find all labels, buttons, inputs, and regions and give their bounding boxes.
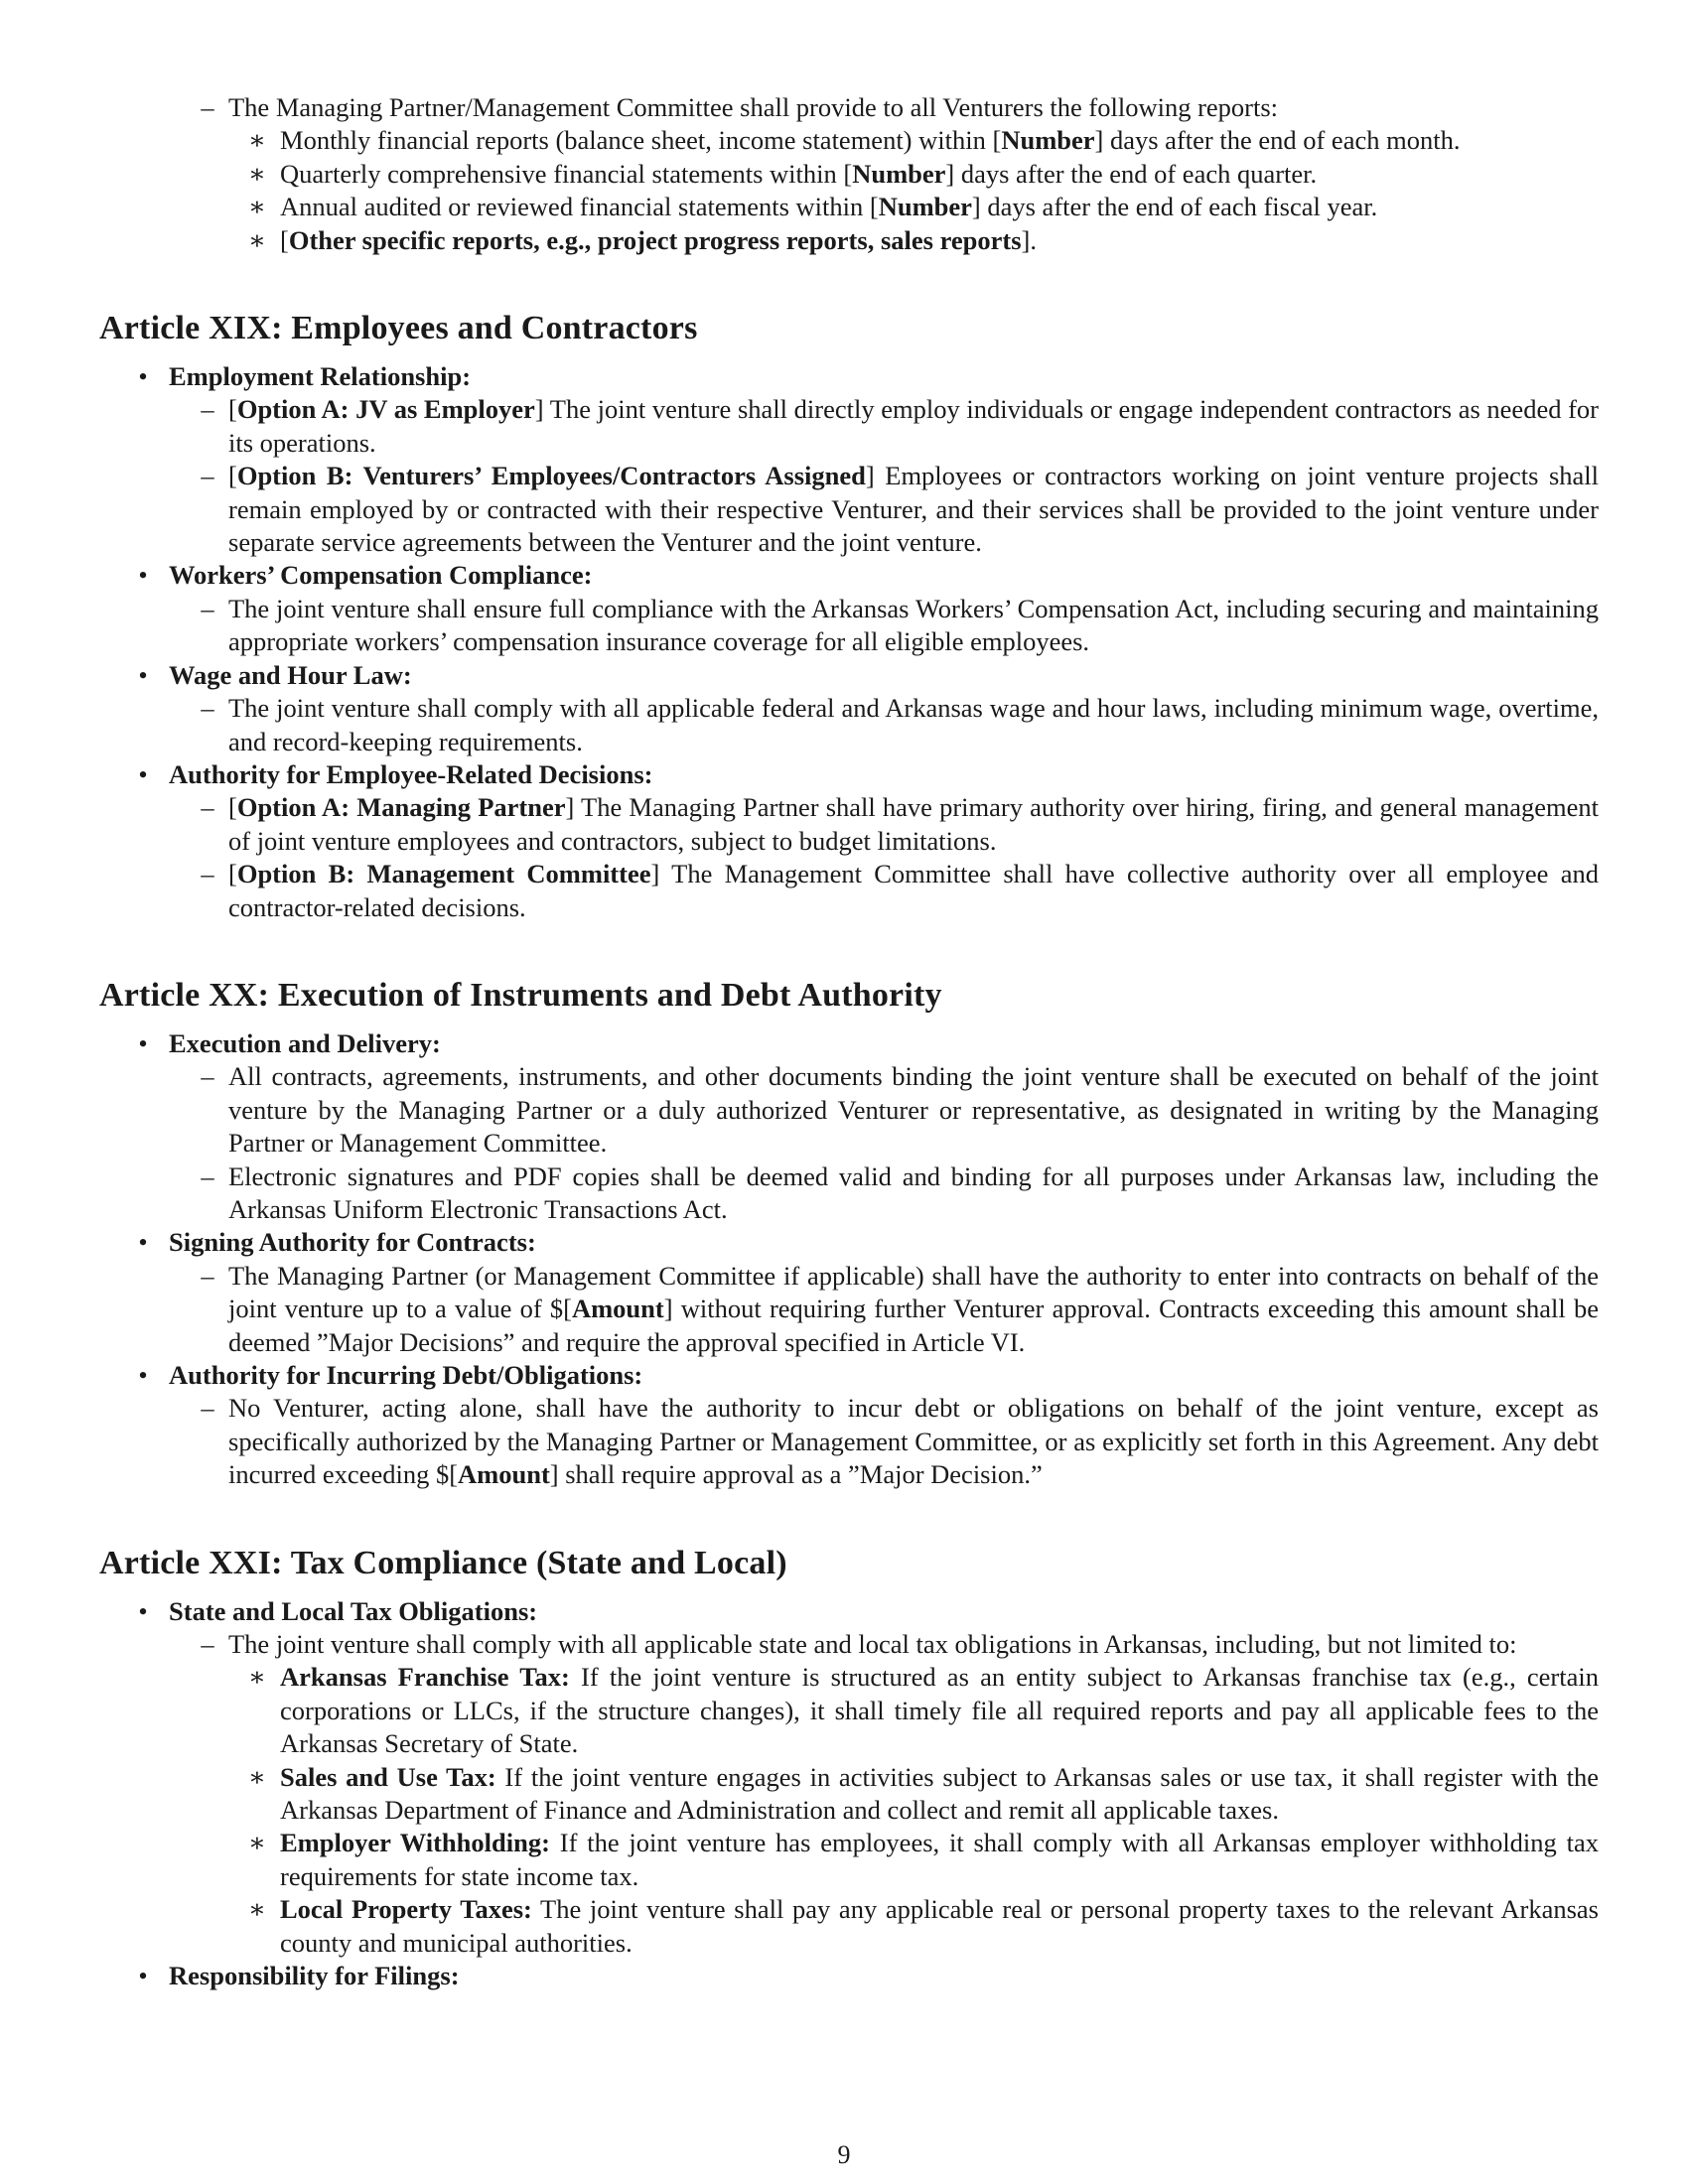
employer-withholding-label: Employer Withholding: [280, 1828, 550, 1858]
placeholder-number: Number [878, 192, 972, 222]
bullet-marker: • [138, 1227, 148, 1258]
property-tax-text: The joint venture shall pay any applicable real or personal property taxes to the relevant Arkansas county and municipal authorities. [280, 1894, 1599, 1958]
sales-use-tax-label: Sales and Use Tax: [280, 1761, 496, 1792]
execution-delivery-item [99, 1027, 1599, 1060]
reports-intro-text: The Managing Partner/Management Committee shall provide to all Venturers the following reports: [228, 92, 1279, 122]
report-quarterly-text: Quarterly comprehensive financial statements within [ [280, 158, 853, 189]
property-tax-item [99, 1893, 1599, 1960]
dash-marker: – [201, 1061, 214, 1092]
placeholder-amount: Amount [571, 1294, 664, 1324]
workers-comp-item [99, 559, 1599, 592]
bullet-marker: • [138, 1961, 148, 1991]
bracket-open: [ [228, 792, 237, 823]
option-tag: Option A: JV as Employer [236, 394, 535, 425]
tax-obligations-intro: The joint venture shall comply with all applicable state and local tax obligations in Arkansas, including, but not limited to: [228, 1629, 1517, 1660]
dash-marker: – [201, 394, 214, 425]
option-text: ] The joint venture shall directly employ individuals or engage independent contractors as needed for its operations. [228, 394, 1599, 458]
sales-use-tax-item [99, 1761, 1599, 1828]
placeholder-number: Number [1001, 125, 1095, 156]
debt-authority-item [99, 1359, 1599, 1392]
star-marker: ∗ [247, 224, 266, 255]
star-marker: ∗ [247, 192, 266, 222]
employee-decisions-item [99, 758, 1599, 791]
workers-comp-text: The joint venture shall ensure full compliance with the Arkansas Workers’ Compensation Act, including securing and maintaining appropriate workers’ compensation insurance coverage for all eligible employees. [228, 593, 1599, 657]
wage-hour-text: The joint venture shall comply with all applicable federal and Arkansas wage and hour laws, including minimum wage, overtime, and record-keeping requirements. [228, 693, 1599, 756]
filings-responsibility-item [99, 1960, 1599, 1992]
report-monthly-text: Monthly financial reports (balance sheet, income statement) within [ [280, 125, 1002, 156]
wage-hour-item [99, 659, 1599, 692]
article-xx-heading: Article XX: Execution of Instruments and Debt Authority [99, 976, 942, 1014]
option-tag: Option A: Managing Partner [236, 792, 566, 823]
star-marker: ∗ [247, 1828, 266, 1858]
wage-hour-label: Wage and Hour Law: [169, 659, 412, 690]
star-marker: ∗ [247, 125, 266, 156]
report-annual-text-end: ] days after the end of each fiscal year. [971, 192, 1378, 222]
tax-obligations-label: State and Local Tax Obligations: [169, 1595, 538, 1626]
bracket-open: [ [228, 394, 237, 425]
dash-marker: – [201, 792, 214, 823]
debt-text: No Venturer, acting alone, shall have the authority to incur debt or obligations on behalf of the joint venture, except as specifically authorized by the Managing Partner or Management Committee, or as explicitly set forth in this Agreement. Any debt incurred exceeding $[ [228, 1393, 1599, 1490]
dash-marker: – [201, 693, 214, 724]
report-other-item [99, 224, 1599, 257]
franchise-tax-item [99, 1661, 1599, 1760]
signing-authority-label: Signing Authority for Contracts: [169, 1227, 536, 1258]
dash-marker: – [201, 593, 214, 623]
employment-relationship-label: Employment Relationship: [169, 361, 472, 392]
page-number: 9 [837, 2140, 851, 2169]
property-tax-label: Local Property Taxes: [280, 1894, 532, 1925]
bullet-marker: • [138, 659, 148, 690]
tax-obligations-intro-item [99, 1628, 1599, 1661]
workers-comp-text-item [99, 593, 1599, 659]
dash-marker: – [201, 1393, 214, 1424]
report-quarterly-text-end: ] days after the end of each quarter. [945, 158, 1318, 189]
bracket-open: [ [228, 859, 237, 889]
filings-responsibility-label: Responsibility for Filings: [169, 1961, 460, 1991]
bullet-marker: • [138, 758, 148, 789]
execution-text-2: Electronic signatures and PDF copies shall be deemed valid and binding for all purposes under Arkansas law, including the Arkansas Uniform Electronic Transactions Act. [228, 1160, 1599, 1224]
dash-marker: – [201, 92, 214, 122]
debt-authority-text-item [99, 1392, 1599, 1491]
employee-decisions-label: Authority for Employee-Related Decisions: [169, 758, 653, 789]
dash-marker: – [201, 859, 214, 889]
signing-authority-item [99, 1226, 1599, 1259]
placeholder-amount: Amount [458, 1459, 550, 1490]
report-annual-item [99, 191, 1599, 223]
placeholder-other-reports: Other specific reports, e.g., project progress reports, sales reports [288, 224, 1022, 255]
document-page [99, 91, 1599, 1993]
star-marker: ∗ [247, 1761, 266, 1792]
option-text: ] The Managing Partner shall have primary authority over hiring, firing, and general management of joint venture employees and contractors, subject to budget limitations. [228, 792, 1599, 856]
article-xix-heading: Article XIX: Employees and Contractors [99, 310, 698, 347]
signing-text-end: ] without requiring further Venturer approval. Contracts exceeding this amount shall be deemed ”Major Decisions” and require the approval specified in Article VI. [228, 1294, 1599, 1357]
bullet-marker: • [138, 361, 148, 392]
execution-text-1-item [99, 1060, 1599, 1160]
employer-withholding-text: If the joint venture has employees, it shall comply with all Arkansas employer withholding tax requirements for state income tax. [280, 1828, 1599, 1891]
debt-authority-label: Authority for Incurring Debt/Obligations: [169, 1360, 643, 1390]
option-text: ] Employees or contractors working on joint venture projects shall remain employed by or contracted with their respective Venturer, and their services shall be provided to the joint venture under separate service agreements between the Venturer and the joint venture. [228, 461, 1599, 558]
execution-text-1: All contracts, agreements, instruments, and other documents binding the joint venture shall be executed on behalf of the joint venture by the Managing Partner or a duly authorized Venturer or representative, as designated in writing by the Managing Partner or Management Committee. [228, 1061, 1599, 1159]
sales-use-tax-text: If the joint venture engages in activities subject to Arkansas sales or use tax, it shall register with the Arkansas Department of Finance and Administration and collect and remit all applicable taxes. [280, 1761, 1599, 1826]
decisions-option-b [99, 858, 1599, 924]
report-monthly-item [99, 124, 1599, 157]
star-marker: ∗ [247, 158, 266, 189]
star-marker: ∗ [247, 1662, 266, 1693]
report-monthly-text-end: ] days after the end of each month. [1094, 125, 1461, 156]
report-quarterly-item [99, 158, 1599, 191]
bracket-open: [ [228, 461, 237, 491]
franchise-tax-text: If the joint venture is structured as an entity subject to Arkansas franchise tax (e.g., certain corporations or LLCs, if the structure changes), it shall timely file all required reports and pay all applicable fees to the Arkansas Secretary of State. [280, 1662, 1599, 1759]
employment-relationship-item [99, 360, 1599, 393]
execution-text-2-item [99, 1160, 1599, 1227]
wage-hour-text-item [99, 692, 1599, 758]
article-xxi-heading: Article XXI: Tax Compliance (State and Local) [99, 1544, 787, 1581]
option-tag: Option B: Venturers’ Employees/Contractors Assigned [236, 461, 866, 491]
debt-text-end: ] shall require approval as a ”Major Decision.” [549, 1459, 1043, 1490]
star-marker: ∗ [247, 1894, 266, 1925]
bullet-marker: • [138, 1360, 148, 1390]
bullet-marker: • [138, 560, 148, 591]
dash-marker: – [201, 1629, 214, 1660]
bullet-marker: • [138, 1027, 148, 1058]
report-annual-text: Annual audited or reviewed financial statements within [ [280, 192, 879, 222]
option-text: ] The Management Committee shall have collective authority over all employee and contractor-related decisions. [228, 859, 1599, 922]
bracket-open: [ [280, 224, 289, 255]
reports-intro-item [99, 91, 1599, 124]
placeholder-number: Number [852, 158, 946, 189]
employment-option-a [99, 393, 1599, 460]
dash-marker: – [201, 461, 214, 491]
execution-delivery-label: Execution and Delivery: [169, 1027, 441, 1058]
bullet-marker: • [138, 1595, 148, 1626]
dash-marker: – [201, 1260, 214, 1291]
employer-withholding-item [99, 1827, 1599, 1893]
signing-text: The Managing Partner (or Management Committee if applicable) shall have the authority to enter into contracts on behalf of the joint venture up to a value of $[ [228, 1260, 1599, 1324]
signing-authority-text-item [99, 1260, 1599, 1359]
franchise-tax-label: Arkansas Franchise Tax: [280, 1662, 570, 1693]
employment-option-b [99, 460, 1599, 559]
bracket-close: ]. [1021, 224, 1037, 255]
dash-marker: – [201, 1160, 214, 1191]
tax-obligations-item [99, 1595, 1599, 1628]
workers-comp-label: Workers’ Compensation Compliance: [169, 560, 593, 591]
option-tag: Option B: Management Committee [236, 859, 651, 889]
decisions-option-a [99, 791, 1599, 858]
